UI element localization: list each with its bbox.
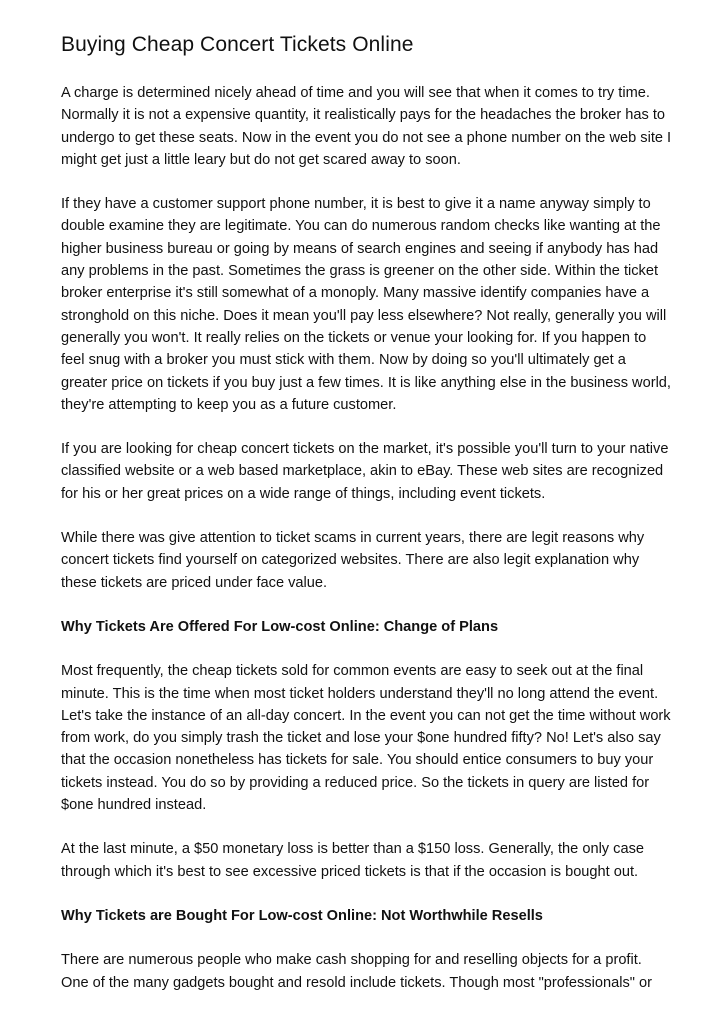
document-page xyxy=(61,30,673,1016)
paragraph-monetary-loss: At the last minute, a $50 monetary loss is better than a $150 loss. Generally, the only case through which it's best to see excessive priced tickets is that if the occasion is bought out. xyxy=(61,841,644,880)
paragraph-intro: A charge is determined nicely ahead of time and you will see that when it comes to try time. Normally it is not a expensive quantity, it realistically pays for the headaches the broker has to undergo to get these seats. Now in the event you do not see a phone number on the web site I might get just a little leary but do not get scared away to soon. xyxy=(61,85,672,168)
section-heading-change-of-plans: Why Tickets Are Offered For Low-cost Online: Change of Plans xyxy=(61,618,499,635)
paragraph-classified-websites: If you are looking for cheap concert tickets on the market, it's possible you'll turn to your native classified website or a web based marketplace, akin to eBay. These web sites are recognized for his or her great prices on a wide range of things, including event tickets. xyxy=(61,441,669,502)
paragraph-last-minute: Most frequently, the cheap tickets sold for common events are easy to seek out at the final minute. This is the time when most ticket holders understand they'll no long attend the event. Let's take the instance of an all-day concert. In the event you can not get the time without work from work, do you simply trash the ticket and lose your $one hundred fifty? No! Let's also say that the occasion nonetheless has tickets for sale. You should entice consumers to buy your tickets instead. You do so by providing a reduced price. So the tickets in query are listed for $one hundred instead. xyxy=(61,663,671,814)
paragraph-resellers: There are numerous people who make cash shopping for and reselling objects for a profit. One of the many gadgets bought and resold include tickets. Though most "professionals" or xyxy=(61,952,652,991)
document-title: Buying Cheap Concert Tickets Online xyxy=(61,33,414,56)
section-heading-resells: Why Tickets are Bought For Low-cost Online: Not Worthwhile Resells xyxy=(61,907,543,924)
paragraph-customer-support: If they have a customer support phone number, it is best to give it a name anyway simply to double examine they are legitimate. You can do numerous random checks like wanting at the higher business bureau or going by means of search engines and seeing if anybody has had any problems in the past. Sometimes the grass is greener on the other side. Within the ticket broker enterprise it's still somewhat of a monoply. Many massive identify companies have a stronghold on this niche. Does it mean you'll pay less elsewhere? Not really, generally you will generally you won't. It really relies on the tickets or venue your looking for. If you happen to feel snug with a broker you must stick with them. Now by doing so you'll ultimately get a greater price on tickets if you buy just a few times. It is like anything else in the business world, they're attempting to keep you as a future customer. xyxy=(61,196,671,413)
paragraph-ticket-scams: While there was give attention to ticket scams in current years, there are legit reasons why concert tickets find yourself on categorized websites. There are also legit explanation why these tickets are priced under face value. xyxy=(61,530,645,591)
